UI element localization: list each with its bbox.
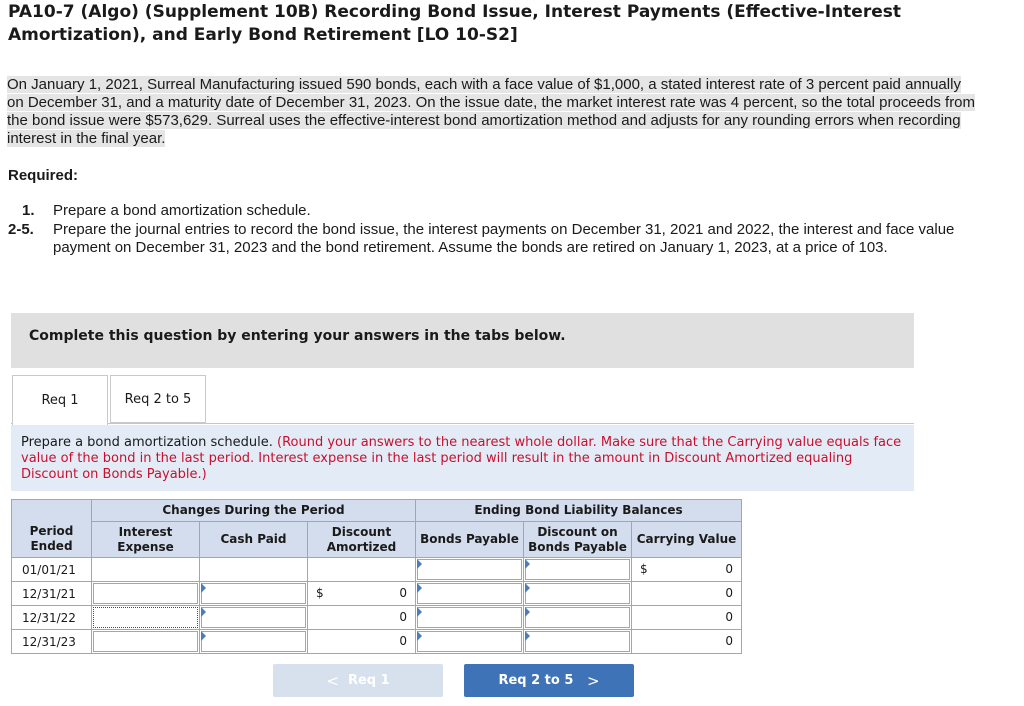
discount-amortized-cell — [308, 558, 416, 582]
discount-amortized-value: 0 — [399, 586, 407, 600]
intro-text: On January 1, 2021, Surreal Manufacturing issued 590 bonds, each with a face value of $1,000, a stated interest rate of 3 percent paid annually on December 31, and a maturity date of December 31, 2023. On the issue date, the market interest rate was 4 percent, so the total proceeds from the bond issue were $573,629. Surreal uses the effective-interest bond amortization method and adjusts for any rounding errors when recording interest in the final year. — [7, 76, 976, 147]
dollar-sign: $ — [316, 586, 324, 600]
amortization-schedule-table — [11, 499, 742, 654]
carrying-value-header: Carrying Value — [632, 522, 742, 558]
cash-paid-header: Cash Paid — [200, 522, 308, 558]
carrying-value-cell — [632, 630, 742, 654]
discount-on-bonds-header: Discount on Bonds Payable — [524, 522, 632, 558]
discount-on-bonds-input[interactable] — [524, 582, 632, 606]
requirement-number: 1. — [22, 202, 35, 219]
bonds-payable-input[interactable] — [416, 582, 524, 606]
interest-expense-input[interactable] — [92, 606, 200, 630]
prev-req-label: Req 1 — [347, 673, 390, 688]
instructions-box — [11, 425, 914, 491]
period-cell: 12/31/23 — [12, 630, 92, 654]
discount-on-bonds-input[interactable] — [524, 558, 632, 582]
bonds-payable-header: Bonds Payable — [416, 522, 524, 558]
cash-paid-cell — [200, 558, 308, 582]
required-label: Required: — [8, 167, 79, 184]
bonds-payable-input[interactable] — [416, 630, 524, 654]
dollar-sign: $ — [640, 562, 648, 576]
tabs-banner — [11, 313, 914, 368]
table-row — [12, 630, 742, 654]
period-header: Period Ended — [12, 522, 92, 558]
cash-paid-input[interactable] — [200, 606, 308, 630]
chevron-right-icon: > — [586, 671, 600, 690]
changes-group-header: Changes During the Period — [92, 500, 416, 522]
interest-expense-input[interactable] — [92, 630, 200, 654]
interest-expense-header: Interest Expense — [92, 522, 200, 558]
discount-on-bonds-input[interactable] — [524, 630, 632, 654]
period-cell: 01/01/21 — [12, 558, 92, 582]
discount-amortized-header: Discount Amortized — [308, 522, 416, 558]
discount-amortized-value: 0 — [399, 634, 407, 648]
carrying-value: 0 — [725, 610, 733, 624]
table-row — [12, 582, 742, 606]
discount-on-bonds-input[interactable] — [524, 606, 632, 630]
ending-group-header: Ending Bond Liability Balances — [416, 500, 742, 522]
carrying-value: 0 — [725, 634, 733, 648]
interest-expense-cell — [92, 558, 200, 582]
requirement-text: Prepare the journal entries to record the bond issue, the interest payments on December 31, 2021 and 2022, the interest and face value payment on December 31, 2023 and the bond retirement. Assume the bonds are retired on January 1, 2023, at a price of 103. — [53, 221, 955, 256]
discount-amortized-cell — [308, 630, 416, 654]
period-cell: 12/31/21 — [12, 582, 92, 606]
requirements-list — [8, 202, 983, 257]
bonds-payable-input[interactable] — [416, 558, 524, 582]
instructions-note: (Round your answers to the nearest whole dollar. Make sure that the Carrying value equals face value of the bond in the last period. Interest expense in the last period will result in the amount in Discount Amortized equaling Discount on Bonds Payable.) — [21, 435, 902, 482]
period-header-top — [12, 500, 92, 522]
next-req-button[interactable] — [464, 664, 634, 697]
discount-amortized-value: 0 — [399, 610, 407, 624]
requirement-number: 2-5. — [8, 221, 34, 238]
discount-amortized-cell — [308, 582, 416, 606]
instructions-main: Prepare a bond amortization schedule. — [21, 435, 273, 450]
tab-divider — [11, 423, 914, 424]
carrying-value: 0 — [725, 586, 733, 600]
requirement-item — [8, 202, 983, 220]
chevron-left-icon: < — [326, 671, 339, 690]
interest-expense-input[interactable] — [92, 582, 200, 606]
problem-intro — [7, 76, 977, 148]
discount-amortized-cell — [308, 606, 416, 630]
bonds-payable-input[interactable] — [416, 606, 524, 630]
period-cell: 12/31/22 — [12, 606, 92, 630]
next-req-label: Req 2 to 5 — [498, 673, 574, 688]
table-row — [12, 558, 742, 582]
carrying-value-cell — [632, 606, 742, 630]
problem-title: PA10-7 (Algo) (Supplement 10B) Recording Bond Issue, Interest Payments (Effective-Interest Amortization), and Early Bond Retirement [LO 10-S2] — [8, 2, 901, 45]
carrying-value-cell — [632, 558, 742, 582]
requirement-item — [8, 221, 983, 257]
tab-req-2-to-5[interactable]: Req 2 to 5 — [110, 375, 206, 423]
table-row — [12, 606, 742, 630]
cash-paid-input[interactable] — [200, 582, 308, 606]
carrying-value: 0 — [725, 562, 733, 576]
tab-req-1[interactable]: Req 1 — [12, 375, 108, 425]
cash-paid-input[interactable] — [200, 630, 308, 654]
prev-req-button[interactable] — [273, 664, 443, 697]
banner-text: Complete this question by entering your answers in the tabs below. — [29, 328, 566, 344]
requirement-text: Prepare a bond amortization schedule. — [53, 202, 311, 219]
carrying-value-cell — [632, 582, 742, 606]
